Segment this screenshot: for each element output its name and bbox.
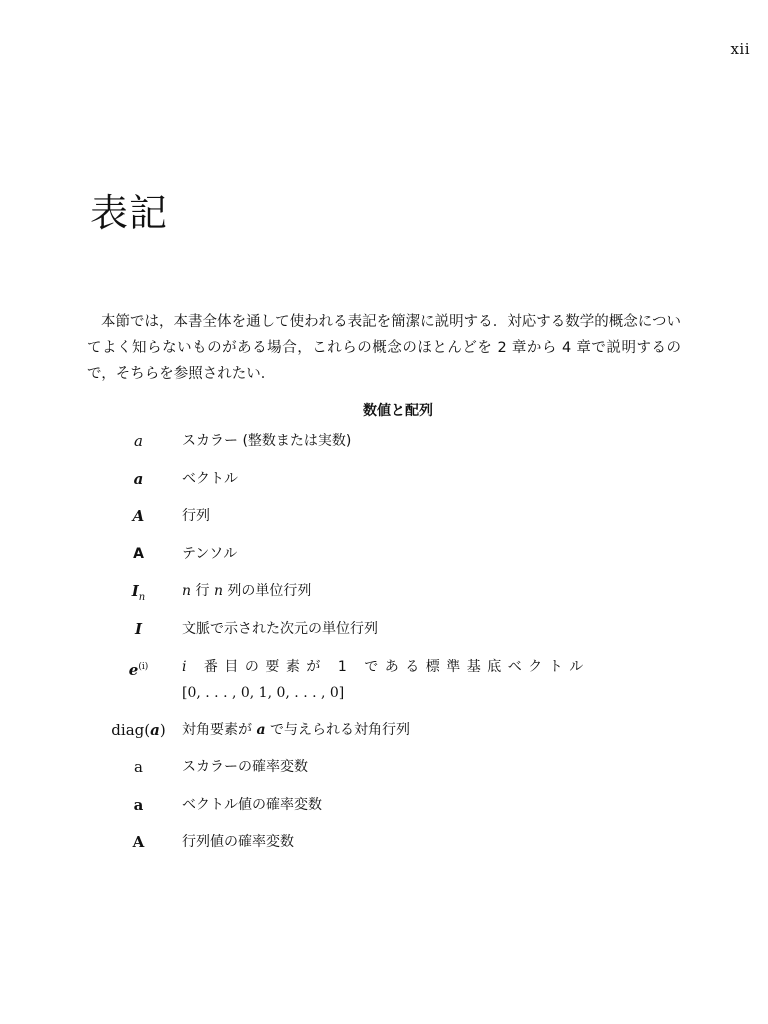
- notation-description-var: n: [182, 583, 192, 600]
- notation-symbol: I: [134, 619, 143, 638]
- notation-description-var: i: [182, 658, 193, 675]
- notation-row-tensor: [95, 543, 595, 581]
- notation-symbol-base: I: [131, 582, 139, 601]
- notation-description: 行列値の確率変数: [182, 834, 294, 851]
- notation-symbol: a: [133, 469, 144, 488]
- notation-description-text: 列の単位行列: [222, 583, 312, 600]
- notation-description-text: で与えられる対角行列: [265, 721, 410, 738]
- notation-symbol-subscript: n: [138, 592, 146, 604]
- notation-row-random-vector: [95, 794, 595, 832]
- notation-symbol-argument: a: [150, 720, 160, 739]
- notation-symbol: A: [132, 833, 145, 852]
- notation-description: ベクトル値の確率変数: [182, 796, 322, 813]
- page-number: xii: [730, 40, 750, 58]
- notation-symbol-function: diag(: [111, 720, 151, 739]
- notation-symbol: [95, 719, 182, 741]
- notation-symbol: A: [132, 507, 145, 526]
- notation-description: スカラーの確率変数: [182, 759, 308, 776]
- notation-list: [95, 430, 595, 869]
- notation-description-text: 番目の要素が 1 である標準基底ベクトル: [192, 658, 590, 675]
- notation-description: ベクトル: [182, 470, 238, 487]
- notation-row-diag: [95, 719, 595, 757]
- notation-row-identity-n: [95, 580, 595, 618]
- notation-symbol-close: ): [159, 720, 166, 739]
- notation-symbol: a: [133, 795, 144, 814]
- notation-description: 行列: [182, 508, 210, 525]
- notation-description-var: a: [256, 721, 266, 738]
- notation-description: [182, 656, 590, 704]
- notation-description-text: 行: [191, 583, 214, 600]
- notation-row-random-matrix: [95, 831, 595, 869]
- section-heading: 数値と配列: [363, 403, 433, 419]
- notation-symbol: [95, 656, 182, 681]
- intro-paragraph: 本節では，本書全体を通して使われる表記を簡潔に説明する．対応する数学的概念についてよく知らないものがある場合，これらの概念のほとんどを 2 章から 4 章で説明するので，そちらを参照されたい．: [87, 314, 681, 382]
- notation-row-identity: [95, 618, 595, 656]
- notation-symbol-superscript: (i): [138, 661, 149, 672]
- notation-symbol: [95, 580, 182, 609]
- notation-symbol: A: [133, 545, 144, 562]
- notation-description: テンソル: [182, 545, 238, 562]
- notation-description: スカラー (整数または実数): [182, 433, 352, 449]
- notation-row-vector: [95, 468, 595, 506]
- notation-description: [182, 719, 410, 741]
- notation-description-text: 対角要素が: [182, 721, 257, 738]
- notation-row-scalar: [95, 430, 595, 468]
- notation-symbol: a: [134, 758, 143, 777]
- notation-description: 文脈で示された次元の単位行列: [182, 620, 378, 637]
- notation-symbol-base: e: [128, 660, 139, 679]
- notation-row-basis: [95, 656, 595, 719]
- notation-description: [182, 580, 311, 602]
- notation-symbol: a: [134, 432, 143, 450]
- notation-row-matrix: [95, 505, 595, 543]
- notation-row-random-scalar: [95, 756, 595, 794]
- notation-description-vector: [0, . . . , 0, 1, 0, . . . , 0]: [182, 684, 345, 701]
- notation-description-var: n: [213, 583, 223, 600]
- chapter-title: 表記: [90, 191, 169, 235]
